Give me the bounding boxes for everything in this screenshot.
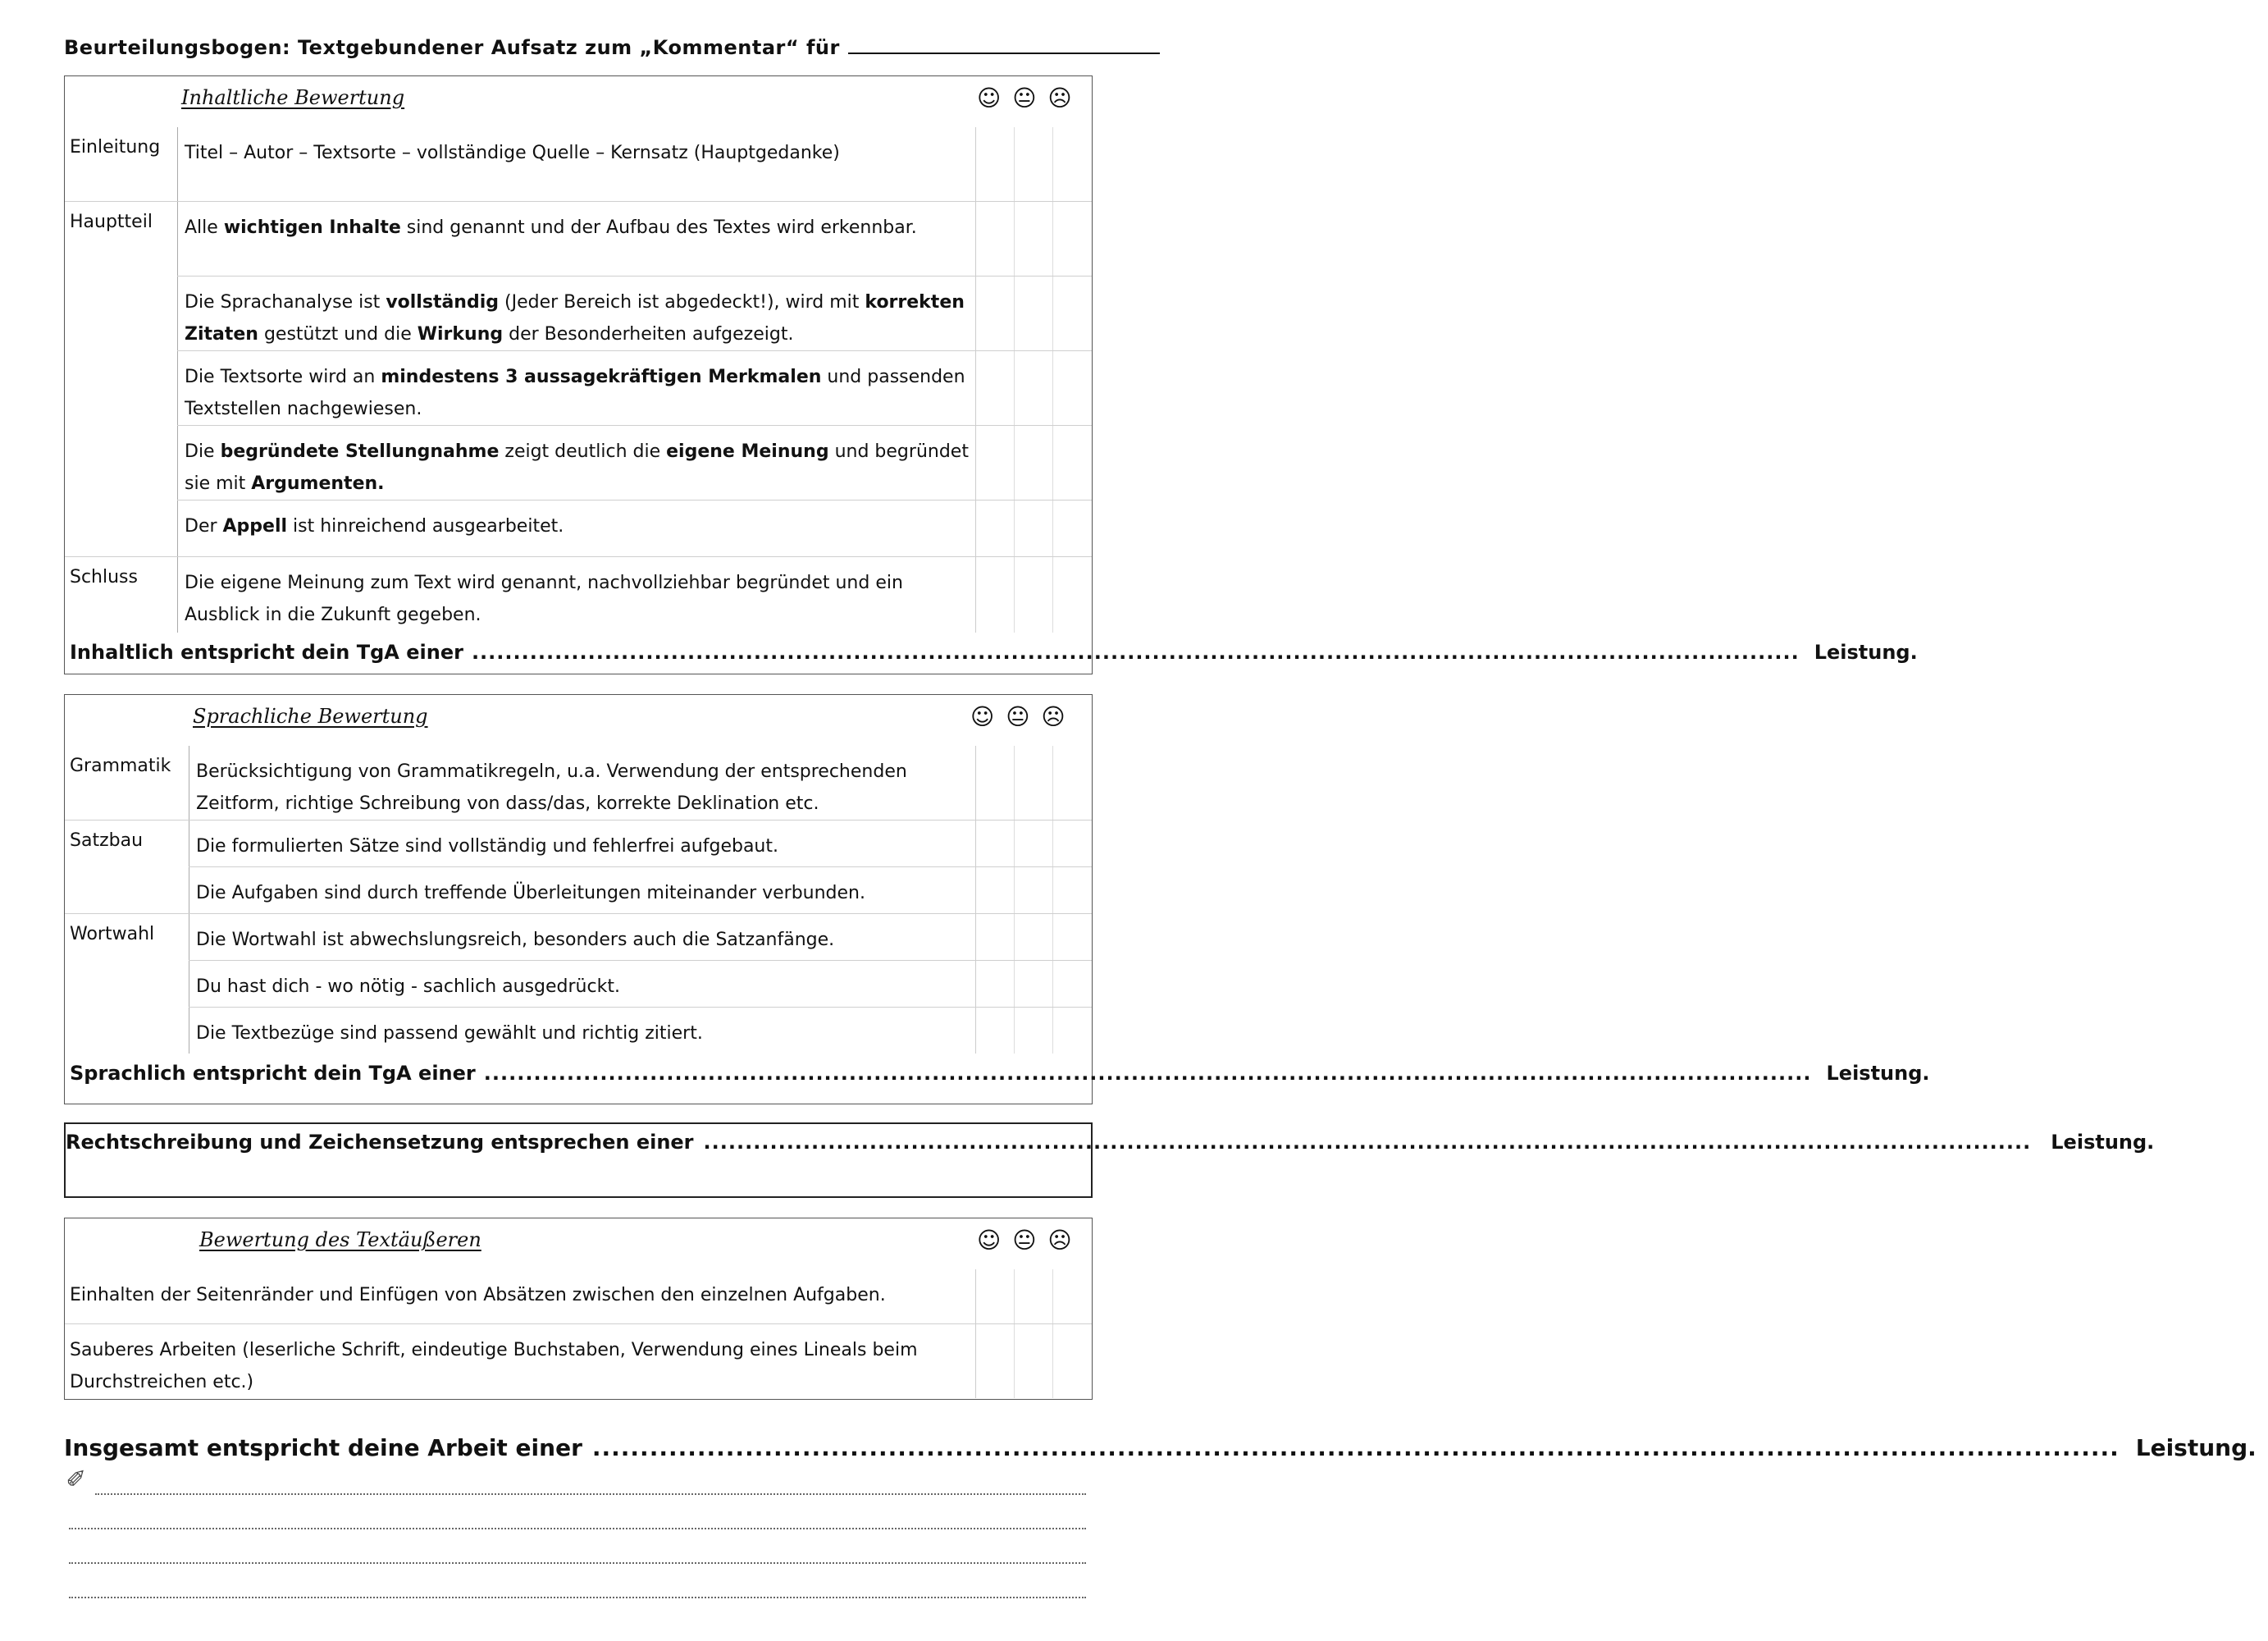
neutral-rating-box[interactable] [1015,914,1053,960]
happy-rating-box[interactable] [976,961,1015,1007]
criterion-row [65,556,1092,633]
happy-rating-box[interactable] [976,1008,1015,1054]
exterior-criteria-list [65,1269,1092,1398]
neutral-rating-box[interactable] [1015,867,1053,913]
neutral-smiley-icon: 😐 [1012,1227,1048,1254]
comment-line-1[interactable] [95,1493,1086,1495]
criterion-row [65,1007,1092,1054]
happy-smiley-icon: ☺ [977,1227,1013,1254]
content-section-header [65,76,1092,127]
content-section-heading: Inhaltliche Bewertung [181,86,405,109]
language-summary-prefix: Sprachlich entspricht dein TgA einer [70,1062,476,1085]
sad-rating-box[interactable] [1053,127,1092,201]
happy-rating-box[interactable] [976,127,1015,201]
criterion-text: Alle wichtigen Inhalte sind genannt und der Aufbau des Textes wird erkennbar. [178,202,976,276]
neutral-rating-box[interactable] [1015,501,1053,556]
sad-smiley-icon: ☹ [1047,1227,1084,1254]
happy-rating-box[interactable] [976,557,1015,633]
sad-rating-box[interactable] [1053,501,1092,556]
comment-line-3[interactable] [69,1562,1086,1564]
sad-rating-box[interactable] [1053,746,1092,820]
spelling-prefix: Rechtschreibung und Zeichensetzung entsprechen einer [66,1131,694,1154]
neutral-smiley-icon: 😐 [1006,703,1042,730]
criterion-text: Die eigene Meinung zum Text wird genannt, nachvollziehbar begründet und ein Ausblick in die Zukunft gegeben. [178,557,976,633]
rating-smileys [970,703,1077,730]
neutral-rating-box[interactable] [1015,1269,1053,1323]
happy-rating-box[interactable] [976,867,1015,913]
criterion-row [65,913,1092,960]
criterion-row [65,276,1092,350]
sad-rating-box[interactable] [1053,914,1092,960]
criterion-text: Einhalten der Seitenränder und Einfügen von Absätzen zwischen den einzelnen Aufgaben. [65,1269,976,1323]
spelling-summary [66,1124,2155,1154]
overall-grade-dots[interactable]: ................................................................................................................................................................ [591,1434,2120,1461]
language-criteria-list [65,746,1092,1054]
happy-rating-box[interactable] [976,501,1015,556]
criterion-row [65,201,1092,276]
comment-line-4[interactable] [69,1597,1086,1598]
criterion-category: Hauptteil [65,202,178,276]
sad-rating-box[interactable] [1053,202,1092,276]
criterion-row [65,500,1092,556]
criterion-text: Die Textsorte wird an mindestens 3 aussagekräftigen Merkmalen und passenden Textstellen nachgewiesen. [178,351,976,425]
neutral-rating-box[interactable] [1015,277,1053,350]
criterion-text: Titel – Autor – Textsorte – vollständige Quelle – Kernsatz (Hauptgedanke) [178,127,976,201]
neutral-rating-box[interactable] [1015,426,1053,500]
language-section [64,694,1930,1104]
criterion-text: Die Wortwahl ist abwechslungsreich, besonders auch die Satzanfänge. [189,914,976,960]
criterion-row [65,425,1092,500]
neutral-smiley-icon: 😐 [1012,85,1048,112]
sad-smiley-icon: ☹ [1041,703,1077,730]
criterion-row [65,960,1092,1007]
criterion-category: Satzbau [65,820,189,866]
criterion-category [65,276,178,350]
content-grade-dots[interactable]: ................................................................................................................................................................ [471,641,1800,664]
criterion-row [65,350,1092,425]
neutral-rating-box[interactable] [1015,746,1053,820]
sad-rating-box[interactable] [1053,351,1092,425]
happy-smiley-icon: ☺ [970,703,1006,730]
happy-rating-box[interactable] [976,914,1015,960]
page-title [64,36,1097,59]
criterion-category [65,350,178,425]
rating-smileys [977,1227,1084,1254]
overall-suffix: Leistung. [2135,1434,2257,1461]
content-section [64,75,1918,674]
criterion-text: Die Textbezüge sind passend gewählt und richtig zitiert. [189,1008,976,1054]
criterion-text: Die begründete Stellungnahme zeigt deutlich die eigene Meinung und begründet sie mit Argumenten. [178,426,976,500]
sad-rating-box[interactable] [1053,1269,1092,1323]
exterior-section-header [65,1218,1092,1269]
sad-rating-box[interactable] [1053,277,1092,350]
happy-rating-box[interactable] [976,202,1015,276]
criterion-row [65,820,1092,866]
criterion-text: Die Aufgaben sind durch treffende Überleitungen miteinander verbunden. [189,867,976,913]
neutral-rating-box[interactable] [1015,351,1053,425]
criterion-row [65,127,1092,201]
spelling-grade-dots[interactable]: ................................................................................................................................................................ [703,1131,2032,1154]
criterion-category [65,500,178,556]
happy-rating-box[interactable] [976,426,1015,500]
neutral-rating-box[interactable] [1015,557,1053,633]
comment-line-2[interactable] [69,1528,1086,1529]
language-section-heading: Sprachliche Bewertung [193,705,428,728]
content-summary-suffix: Leistung. [1814,641,1918,664]
language-summary-suffix: Leistung. [1826,1062,1930,1085]
criterion-row [65,746,1092,820]
name-blank-line[interactable] [848,36,1160,54]
overall-prefix: Insgesamt entspricht deine Arbeit einer [64,1434,582,1461]
sad-rating-box[interactable] [1053,426,1092,500]
overall-summary [64,1434,2257,1461]
exterior-section [64,1218,1093,1400]
criterion-text: Der Appell ist hinreichend ausgearbeitet. [178,501,976,556]
happy-rating-box[interactable] [976,351,1015,425]
happy-rating-box[interactable] [976,746,1015,820]
criterion-row [65,866,1092,913]
language-grade-dots[interactable]: ................................................................................................................................................................ [483,1062,1812,1085]
criterion-category [65,866,189,913]
criterion-category: Grammatik [65,746,189,820]
neutral-rating-box[interactable] [1015,202,1053,276]
criterion-row [65,1269,1092,1323]
neutral-rating-box[interactable] [1015,1324,1053,1398]
neutral-rating-box[interactable] [1015,961,1053,1007]
criterion-text: Berücksichtigung von Grammatikregeln, u.a. Verwendung der entsprechenden Zeitform, richtige Schreibung von dass/das, korrekte Deklination etc. [189,746,976,820]
happy-rating-box[interactable] [976,1269,1015,1323]
sad-smiley-icon: ☹ [1047,85,1084,112]
sad-rating-box[interactable] [1053,1324,1092,1398]
criterion-text: Du hast dich - wo nötig - sachlich ausgedrückt. [189,961,976,1007]
criterion-category [65,960,189,1007]
neutral-rating-box[interactable] [1015,127,1053,201]
happy-smiley-icon: ☺ [977,85,1013,112]
neutral-rating-box[interactable] [1015,820,1053,866]
sad-rating-box[interactable] [1053,867,1092,913]
criterion-category: Einleitung [65,127,178,201]
pencil-icon: ✐ [66,1465,87,1494]
spelling-box [64,1122,2155,1198]
happy-rating-box[interactable] [976,1324,1015,1398]
criterion-category: Wortwahl [65,914,189,960]
criterion-category [65,425,178,500]
spelling-suffix: Leistung. [2051,1131,2155,1154]
page-title-text: Beurteilungsbogen: Textgebundener Aufsatz zum „Kommentar“ für [64,36,840,59]
criterion-text: Die formulierten Sätze sind vollständig und fehlerfrei aufgebaut. [189,820,976,866]
content-summary [65,633,1918,674]
sad-rating-box[interactable] [1053,1008,1092,1054]
neutral-rating-box[interactable] [1015,1008,1053,1054]
criterion-text: Die Sprachanalyse ist vollständig (Jeder Bereich ist abgedeckt!), wird mit korrekten Zitaten gestützt und die Wirkung der Besonderheiten aufgezeigt. [178,277,976,350]
criterion-row [65,1323,1092,1398]
sad-rating-box[interactable] [1053,961,1092,1007]
rating-smileys [977,85,1084,112]
content-summary-prefix: Inhaltlich entspricht dein TgA einer [70,641,463,664]
sad-rating-box[interactable] [1053,820,1092,866]
language-summary [65,1054,1930,1095]
exterior-section-heading: Bewertung des Textäußeren [199,1228,481,1251]
happy-rating-box[interactable] [976,277,1015,350]
language-section-header [65,695,1092,746]
criterion-category: Schluss [65,557,178,633]
content-criteria-list [65,127,1092,633]
criterion-category [65,1007,189,1054]
sad-rating-box[interactable] [1053,557,1092,633]
criterion-text: Sauberes Arbeiten (leserliche Schrift, eindeutige Buchstaben, Verwendung eines Lineals beim Durchstreichen etc.) [65,1324,976,1398]
happy-rating-box[interactable] [976,820,1015,866]
